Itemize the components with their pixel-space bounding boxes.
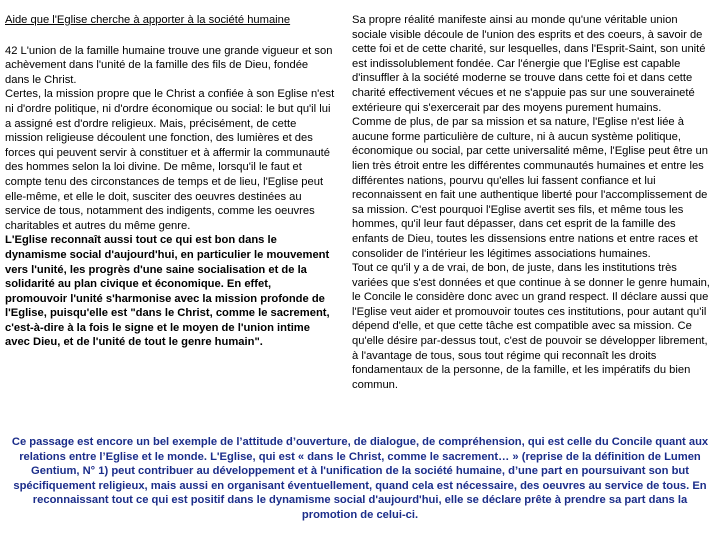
right-column: [352, 13, 712, 392]
left-paragraph-2: Certes, la mission propre que le Christ a confiée à son Eglise n'est ni d'ordre politique, ni d'ordre économique ou social: le but qu'il lui a assigné est d'ordre religieux. Mais, précisément, de cette mission religieuse découlent une fonction, des lumières et des forces qui peuvent servir à constituer et à affermir la communauté des hommes selon la loi divine. De même, lorsqu'il le faut et compte tenu des circonstances de temps et de lieu, l'Eglise peut elle-même, et elle le doit, susciter des oeuvres destinées au service de tous, notamment des indigents, comme les oeuvres charitables et autres du même genre.: [5, 88, 335, 232]
section-title: Aide que l'Eglise cherche à apporter à la société humaine: [5, 14, 291, 26]
right-paragraph-3: Tout ce qu'il y a de vrai, de bon, de juste, dans les institutions très variées que s'est données et que continue à se donner le genre humain, le Concile le considère donc avec un grand respect. Il déclare aussi que l'Eglise veut aider et promouvoir toutes ces institutions, pour autant qu'il dépend d'elle, et que cette tâche est compatible avec sa mission. Ce qu'elle désire par-dessus tout, c'est de pouvoir se développer librement, à l'avantage de tous, sous tout régime qui reconnaît les droits fondamentaux de la personne, de la famille, et les impératifs du bien commun.: [352, 262, 710, 391]
left-paragraph-1: 42 L'union de la famille humaine trouve une grande vigueur et son achèvement dans l'unité de la famille des fils de Dieu, fondée dans le Christ.: [5, 44, 333, 86]
right-paragraph-1: Sa propre réalité manifeste ainsi au monde qu'une véritable union sociale visible découle de l'union des esprits et des coeurs, à savoir de cette foi et de cette charité, sur lesquelles, dans l'Esprit-Saint, son unité est indissolublement fondée. Car l'énergie que l'Eglise est capable d'insuffler à la société moderne se trouve dans cette foi et dans cette charité effectivement vécues et ne s'appuie pas sur une souveraineté extérieure qui s'exercerait par des moyens purement humains.: [352, 14, 706, 114]
left-paragraph-3-bold: L'Eglise reconnaît aussi tout ce qui est bon dans le dynamisme social d'aujourd'hui, en particulier le mouvement vers l'unité, les progrès d'une saine socialisation et de la solidarité au plan civique et économique. En effet, promouvoir l'unité s'harmonise avec la mission profonde de l'Eglise, puisqu'elle est "dans le Christ, comme le sacrement, c'est-à-dire à la fois le signe et le moyen de l'union intime avec Dieu, et de l'unité de tout le genre humain".: [5, 234, 330, 349]
right-paragraph-2: Comme de plus, de par sa mission et sa nature, l'Eglise n'est liée à aucune forme particulière de culture, ni à aucun système politique, économique ou social, par cette universalité même, l'Eglise peut être un lien très étroit entre les différentes communautés humaines et entre les différentes nations, pourvu qu'elles lui fassent confiance et lui reconnaissent en fait une authentique liberté pour l'accomplissement de sa mission. C'est pourquoi l'Eglise avertit ses fils, et même tous les hommes, qu'il leur faut dépasser, dans cet esprit de la famille des enfants de Dieu, toutes les dissensions entre nations et entre races et consolider de l'intérieur les légitimes associations humaines.: [352, 116, 708, 260]
left-column: [5, 13, 335, 350]
commentary-paragraph: Ce passage est encore un bel exemple de l’attitude d’ouverture, de dialogue, de compréhension, qui est celle du Concile quant aux relations entre l’Eglise et le monde. L'Eglise, qui est « dans le Christ, comme le sacrement… » (reprise de la définition de Lumen Gentium, N° 1) peut contribuer au développement et à l'unification de la société humaine, d’une part en poursuivant son but spécifiquement religieux, mais aussi en organisant éventuellement, quand cela est nécessaire, des oeuvres au service de tous. En reconnaissant tout ce qui est positif dans le dynamisme social d'aujourd'hui, elle se déclare prête à prendre sa part dans la promotion de celui-ci.: [11, 436, 709, 521]
